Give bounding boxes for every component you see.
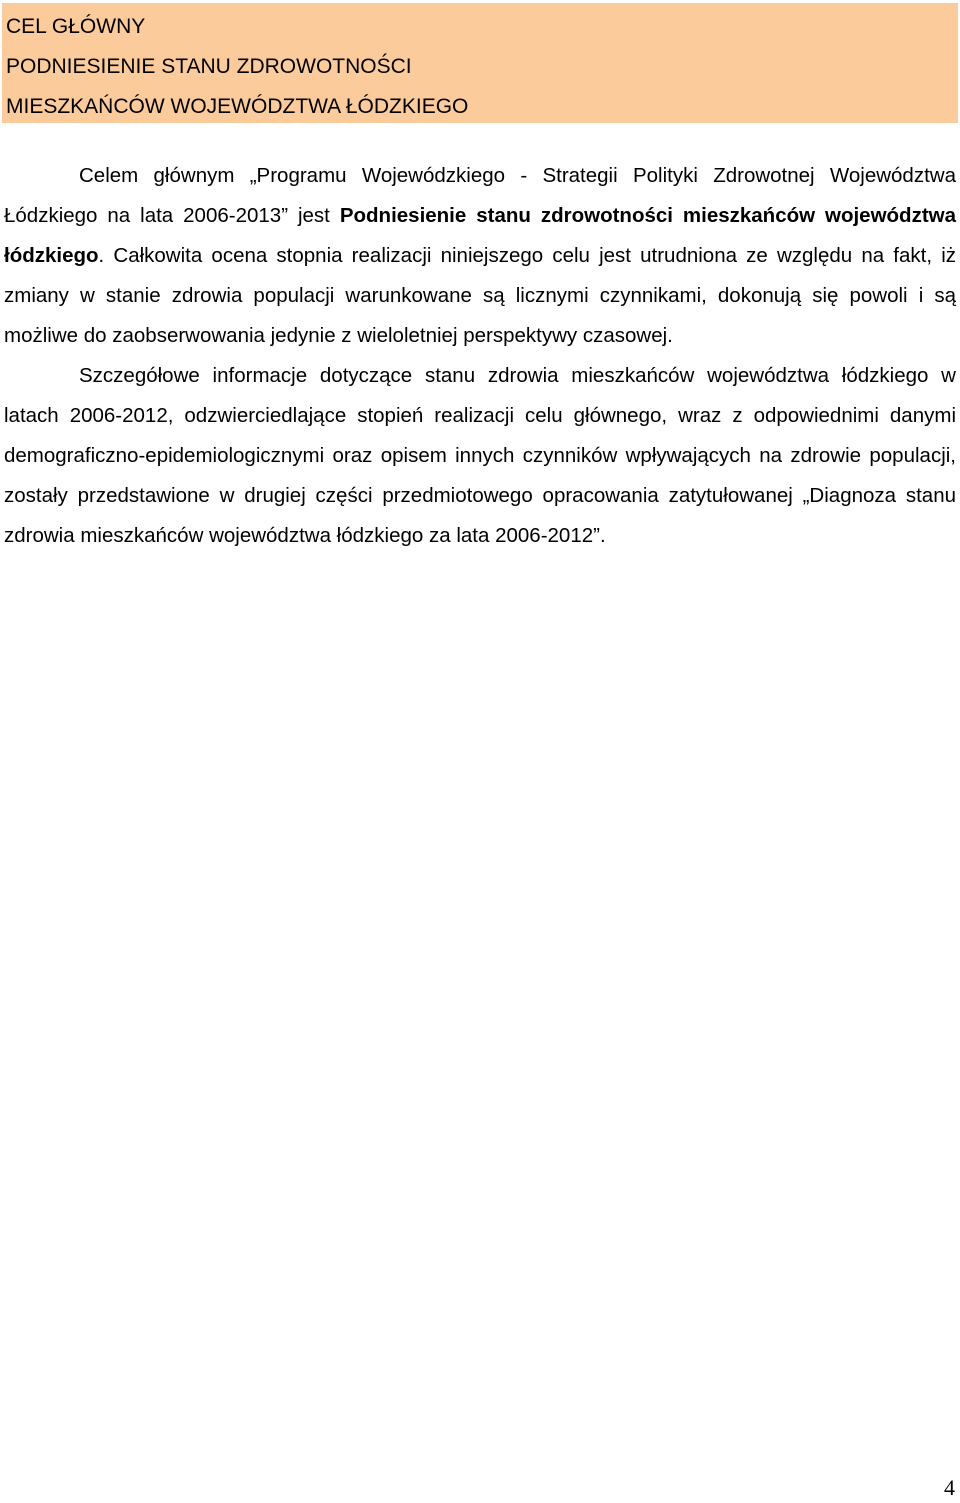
- header-label: CEL GŁÓWNY: [6, 15, 146, 38]
- paragraph-bold-goal: Podniesienie stanu zdrowotności mieszkańców województwa łódzkiego: [4, 204, 956, 267]
- paragraph-main-goal: [4, 156, 956, 356]
- document-body: [4, 156, 956, 556]
- header-title-line-1: PODNIESIENIE STANU ZDROWOTNOŚCI: [6, 55, 412, 78]
- page-number: 4: [944, 1475, 955, 1500]
- paragraph-text-end: . Całkowita ocena stopnia realizacji niniejszego celu jest utrudniona ze względu na fakt, iż zmiany w stanie zdrowia populacji warunkowane są licznymi czynnikami, dokonują się powoli i są możliwe do zaobserwowania jedynie z wieloletniej perspektywy czasowej.: [4, 244, 956, 347]
- header-title-line-2: MIESZKAŃCÓW WOJEWÓDZTWA ŁÓDZKIEGO: [6, 95, 469, 118]
- paragraph-details: Szczegółowe informacje dotyczące stanu zdrowia mieszkańców województwa łódzkiego w latach 2006-2012, odzwierciedlające stopień realizacji celu głównego, wraz z odpowiednimi danymi demograficzno-epidemiologicznymi oraz opisem innych czynników wpływających na zdrowie populacji, zostały przedstawione w drugiej części przedmiotowego opracowania zatytułowanej „Diagnoza stanu zdrowia mieszkańców województwa łódzkiego za lata 2006-2012”.: [4, 364, 956, 547]
- section-header: [2, 3, 958, 123]
- paragraph-text-start: Celem głównym „Programu Wojewódzkiego - Strategii Polityki Zdrowotnej Województwa Łódzkiego na lata 2006-2013” jest: [4, 164, 956, 227]
